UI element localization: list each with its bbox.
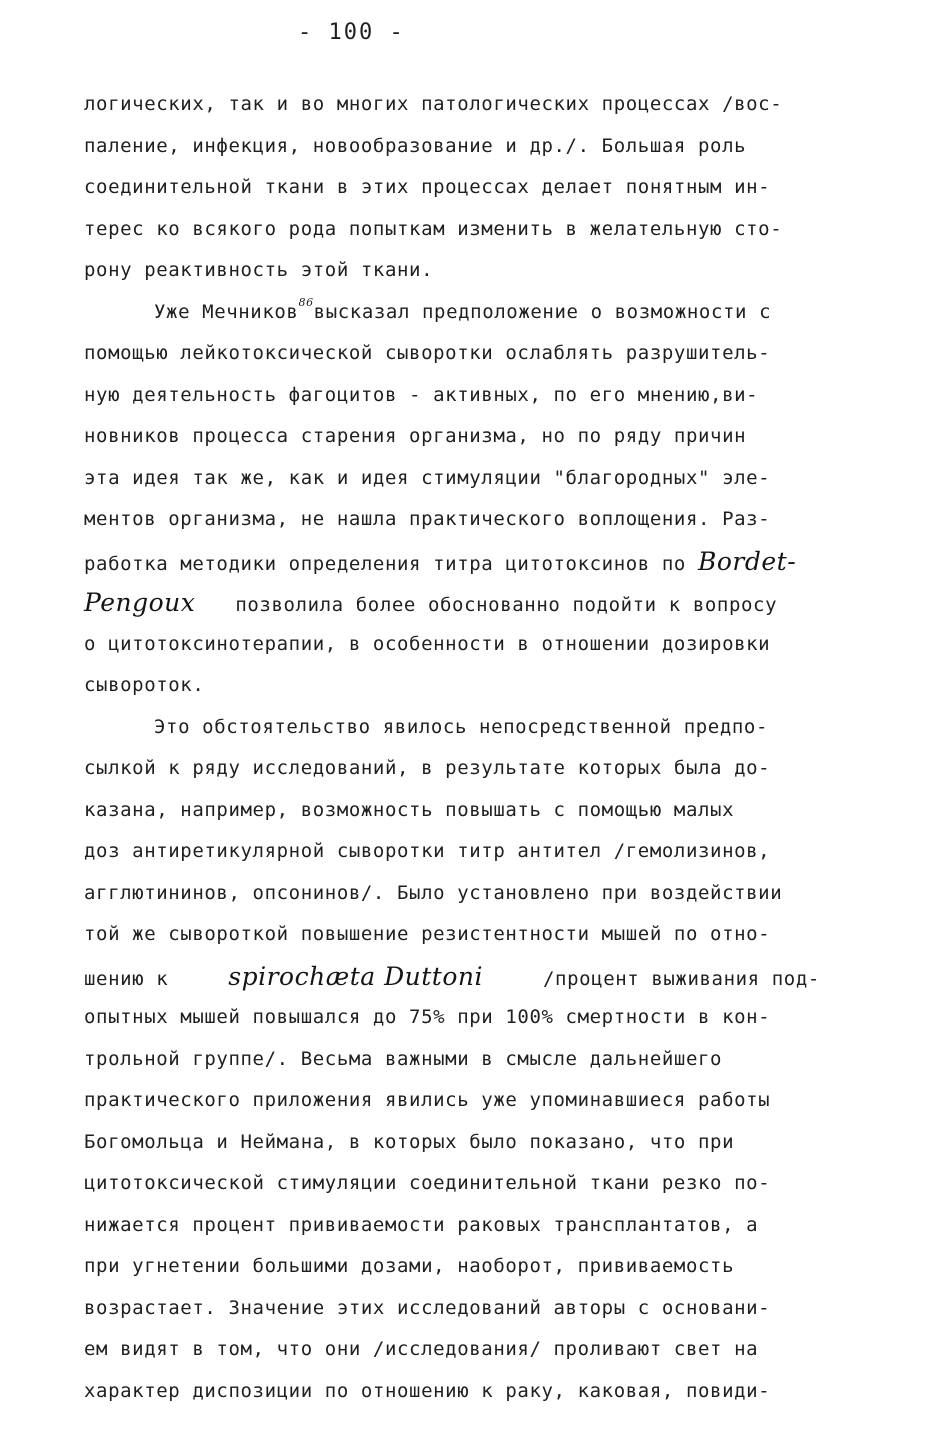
text-line: логических, так и во многих патологических процессах /вос- [84, 93, 783, 115]
text-fragment: Уже Мечников [154, 300, 299, 323]
text-line: опытных мышей повышался до 75% при 100% смертности в кон- [84, 1006, 771, 1028]
text-line: рону реактивность этой ткани. [84, 259, 434, 281]
text-line: сылкой к ряду исследований, в результате которых была до- [84, 757, 771, 779]
text-line: Это обстоятельство явилось непосредственной предпо- [154, 715, 768, 738]
handwritten-name: Pengoux [84, 588, 196, 617]
text-line: практического приложения явились уже упоминавшиеся работы [84, 1089, 771, 1111]
page-number: - 100 - [298, 20, 405, 45]
text-line [84, 582, 874, 624]
text-line: той же сывороткой повышение резистентности мышей по отно- [84, 923, 771, 945]
text-line: ем видят в том, что они /исследования/ проливают свет на [84, 1338, 759, 1360]
text-line: паление, инфекция, новообразование и др./. Большая роль [84, 134, 747, 157]
text-line: помощью лейкотоксической сыворотки ослаблять разрушитель- [84, 342, 771, 364]
text-line: ментов организма, не нашла практического воплощения. Раз- [84, 508, 771, 530]
text-line: характер диспозиции по отношению к раку, каковая, повиди- [84, 1379, 771, 1402]
text-line: Богомольца и Неймана, в которых было показано, что при [84, 1130, 735, 1153]
text-line: трольной группе/. Весьма важными в смысле дальнейшего [84, 1047, 723, 1070]
text-fragment: шению к [84, 967, 169, 990]
text-line: сывороток. [84, 674, 205, 696]
handwritten-name: Bordet- [698, 546, 797, 576]
text-fragment: позволила более обоснованно подойти к вопросу [235, 594, 778, 616]
text-line: возрастает. Значение этих исследований авторы с основани- [84, 1296, 771, 1319]
text-fragment: высказал предположение о возможности с [313, 300, 772, 323]
text-line: доз антиретикулярной сыворотки титр антител /гемолизинов, [84, 840, 771, 862]
text-line: новников процесса старения организма, но по ряду причин [84, 425, 747, 447]
text-line: терес ко всякого рода попыткам изменить в желательную сто- [84, 217, 783, 240]
footnote-reference: 86 [298, 295, 314, 309]
text-line [84, 292, 874, 334]
text-line: нижается процент прививаемости раковых трансплантатов, а [84, 1213, 759, 1236]
body-text [84, 84, 874, 1412]
text-line: о цитотоксинотерапии, в особенности в отношении дозировки [84, 632, 771, 655]
text-line [84, 541, 874, 583]
text-line [84, 956, 874, 998]
text-line: ную деятельность фагоцитов - активных, по его мнению,ви- [84, 383, 759, 406]
text-fragment: работка методики определения титра цитотоксинов по [84, 552, 686, 575]
handwritten-species: spirochæta Duttoni [228, 961, 483, 991]
text-line: казана, например, возможность повышать с помощью малых [84, 798, 735, 821]
text-line: эта идея так же, как и идея стимуляции "благородных" эле- [84, 466, 771, 489]
text-line: соединительной ткани в этих процессах делает понятным ин- [84, 176, 771, 198]
text-line: при угнетении большими дозами, наоборот, прививаемость [84, 1255, 735, 1277]
text-fragment: /процент выживания под- [543, 967, 820, 990]
text-line: агглютининов, опсонинов/. Было установлено при воздействии [84, 881, 783, 904]
text-line: цитотоксической стимуляции соединительной ткани резко по- [84, 1172, 771, 1194]
